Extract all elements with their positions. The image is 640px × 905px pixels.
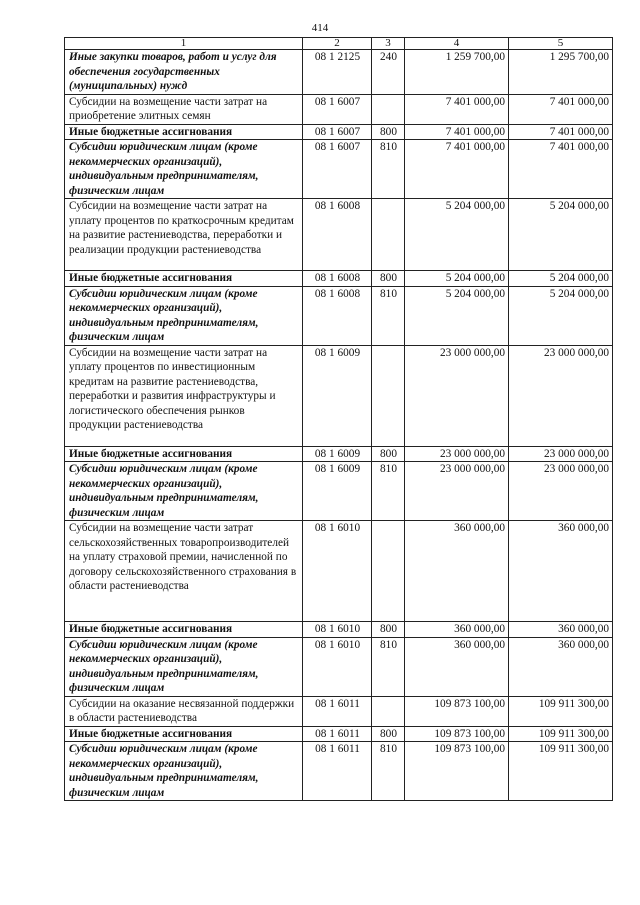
row-code-cell: 08 1 6008 — [303, 199, 372, 271]
row-expense-type-cell — [372, 696, 405, 726]
row-amount-1-cell: 109 873 100,00 — [405, 696, 509, 726]
table-row — [65, 124, 613, 140]
row-amount-2-cell: 23 000 000,00 — [509, 462, 613, 521]
table-row — [65, 345, 613, 446]
row-amount-1-cell: 5 204 000,00 — [405, 199, 509, 271]
row-amount-2-cell: 7 401 000,00 — [509, 94, 613, 124]
row-amount-2-cell: 360 000,00 — [509, 622, 613, 638]
row-name-cell: Иные бюджетные ассигнования — [65, 124, 303, 140]
row-amount-1-cell: 109 873 100,00 — [405, 742, 509, 801]
row-code-cell: 08 1 6007 — [303, 94, 372, 124]
table-row — [65, 462, 613, 521]
row-name-cell: Субсидии на оказание несвязанной поддержки в области растениеводства — [65, 696, 303, 726]
row-amount-2-cell: 5 204 000,00 — [509, 199, 613, 271]
table-row — [65, 50, 613, 95]
table-row — [65, 140, 613, 199]
row-amount-2-cell: 5 204 000,00 — [509, 286, 613, 345]
header-col-3: 3 — [372, 38, 405, 50]
row-amount-2-cell: 1 295 700,00 — [509, 50, 613, 95]
row-amount-1-cell: 23 000 000,00 — [405, 345, 509, 446]
table-row — [65, 271, 613, 287]
row-amount-1-cell: 23 000 000,00 — [405, 446, 509, 462]
row-code-cell: 08 1 6010 — [303, 521, 372, 622]
row-code-cell: 08 1 2125 — [303, 50, 372, 95]
row-amount-1-cell: 23 000 000,00 — [405, 462, 509, 521]
row-amount-1-cell: 5 204 000,00 — [405, 271, 509, 287]
row-amount-1-cell: 109 873 100,00 — [405, 726, 509, 742]
row-name-cell: Иные бюджетные ассигнования — [65, 622, 303, 638]
row-amount-1-cell: 360 000,00 — [405, 622, 509, 638]
row-code-cell: 08 1 6008 — [303, 271, 372, 287]
page-number: 414 — [311, 22, 329, 34]
row-expense-type-cell: 800 — [372, 446, 405, 462]
row-code-cell: 08 1 6011 — [303, 726, 372, 742]
table-row — [65, 742, 613, 801]
row-expense-type-cell — [372, 345, 405, 446]
row-amount-1-cell: 7 401 000,00 — [405, 94, 509, 124]
row-name-cell: Субсидии юридическим лицам (кроме некоммерческих организаций), индивидуальным предпринимателям, физическим лицам — [65, 286, 303, 345]
row-name-cell: Иные закупки товаров, работ и услуг для обеспечения государственных (муниципальных) нужд — [65, 50, 303, 95]
table-row — [65, 94, 613, 124]
row-amount-2-cell: 109 911 300,00 — [509, 742, 613, 801]
row-code-cell: 08 1 6010 — [303, 622, 372, 638]
row-name-cell: Иные бюджетные ассигнования — [65, 271, 303, 287]
row-name-cell: Субсидии юридическим лицам (кроме некоммерческих организаций), индивидуальным предпринимателям, физическим лицам — [65, 637, 303, 696]
row-amount-2-cell: 7 401 000,00 — [509, 124, 613, 140]
row-name-cell: Субсидии юридическим лицам (кроме некоммерческих организаций), индивидуальным предпринимателям, физическим лицам — [65, 462, 303, 521]
row-amount-1-cell: 1 259 700,00 — [405, 50, 509, 95]
row-expense-type-cell — [372, 199, 405, 271]
table-row — [65, 696, 613, 726]
header-col-1: 1 — [65, 38, 303, 50]
row-name-cell: Субсидии на возмещение части затрат на приобретение элитных семян — [65, 94, 303, 124]
row-amount-2-cell: 360 000,00 — [509, 637, 613, 696]
row-expense-type-cell: 810 — [372, 140, 405, 199]
table-row — [65, 726, 613, 742]
row-code-cell: 08 1 6011 — [303, 696, 372, 726]
row-expense-type-cell: 810 — [372, 742, 405, 801]
row-code-cell: 08 1 6009 — [303, 446, 372, 462]
row-expense-type-cell: 800 — [372, 271, 405, 287]
row-expense-type-cell: 810 — [372, 637, 405, 696]
row-expense-type-cell: 800 — [372, 726, 405, 742]
row-expense-type-cell — [372, 94, 405, 124]
table-body — [65, 50, 613, 801]
header-col-5: 5 — [509, 38, 613, 50]
row-amount-1-cell: 5 204 000,00 — [405, 286, 509, 345]
row-amount-2-cell: 109 911 300,00 — [509, 696, 613, 726]
row-name-cell: Иные бюджетные ассигнования — [65, 446, 303, 462]
table-row — [65, 286, 613, 345]
row-name-cell: Субсидии на возмещение части затрат на уплату процентов по инвестиционным кредитам на развитие растениеводства, переработки и развития инфраструктуры и логистического обеспечения рынков продукции растениеводства — [65, 345, 303, 446]
row-name-cell: Субсидии на возмещение части затрат на уплату процентов по краткосрочным кредитам на развитие растениеводства, переработки и реализации продукции растениеводства — [65, 199, 303, 271]
row-code-cell: 08 1 6008 — [303, 286, 372, 345]
header-col-4: 4 — [405, 38, 509, 50]
row-code-cell: 08 1 6010 — [303, 637, 372, 696]
row-expense-type-cell: 810 — [372, 462, 405, 521]
row-name-cell: Субсидии юридическим лицам (кроме некоммерческих организаций), индивидуальным предпринимателям, физическим лицам — [65, 742, 303, 801]
row-amount-2-cell: 7 401 000,00 — [509, 140, 613, 199]
row-expense-type-cell: 810 — [372, 286, 405, 345]
row-code-cell: 08 1 6007 — [303, 140, 372, 199]
row-code-cell: 08 1 6009 — [303, 462, 372, 521]
budget-table — [64, 37, 613, 801]
row-name-cell: Иные бюджетные ассигнования — [65, 726, 303, 742]
header-col-2: 2 — [303, 38, 372, 50]
table-row — [65, 199, 613, 271]
row-amount-2-cell: 5 204 000,00 — [509, 271, 613, 287]
row-amount-1-cell: 7 401 000,00 — [405, 140, 509, 199]
table-row — [65, 446, 613, 462]
row-code-cell: 08 1 6007 — [303, 124, 372, 140]
row-amount-1-cell: 360 000,00 — [405, 521, 509, 622]
row-expense-type-cell — [372, 521, 405, 622]
row-amount-1-cell: 7 401 000,00 — [405, 124, 509, 140]
row-expense-type-cell: 240 — [372, 50, 405, 95]
table-row — [65, 622, 613, 638]
table-header — [65, 38, 613, 50]
row-name-cell: Субсидии на возмещение части затрат сельскохозяйственных товаропроизводителей на уплату страховой премии, начисленной по договору сельскохозяйственного страхования в области растениеводства — [65, 521, 303, 622]
table-row — [65, 521, 613, 622]
row-code-cell: 08 1 6011 — [303, 742, 372, 801]
row-expense-type-cell: 800 — [372, 124, 405, 140]
row-name-cell: Субсидии юридическим лицам (кроме некоммерческих организаций), индивидуальным предпринимателям, физическим лицам — [65, 140, 303, 199]
row-expense-type-cell: 800 — [372, 622, 405, 638]
row-code-cell: 08 1 6009 — [303, 345, 372, 446]
row-amount-1-cell: 360 000,00 — [405, 637, 509, 696]
row-amount-2-cell: 23 000 000,00 — [509, 345, 613, 446]
table-row — [65, 637, 613, 696]
row-amount-2-cell: 360 000,00 — [509, 521, 613, 622]
row-amount-2-cell: 23 000 000,00 — [509, 446, 613, 462]
row-amount-2-cell: 109 911 300,00 — [509, 726, 613, 742]
